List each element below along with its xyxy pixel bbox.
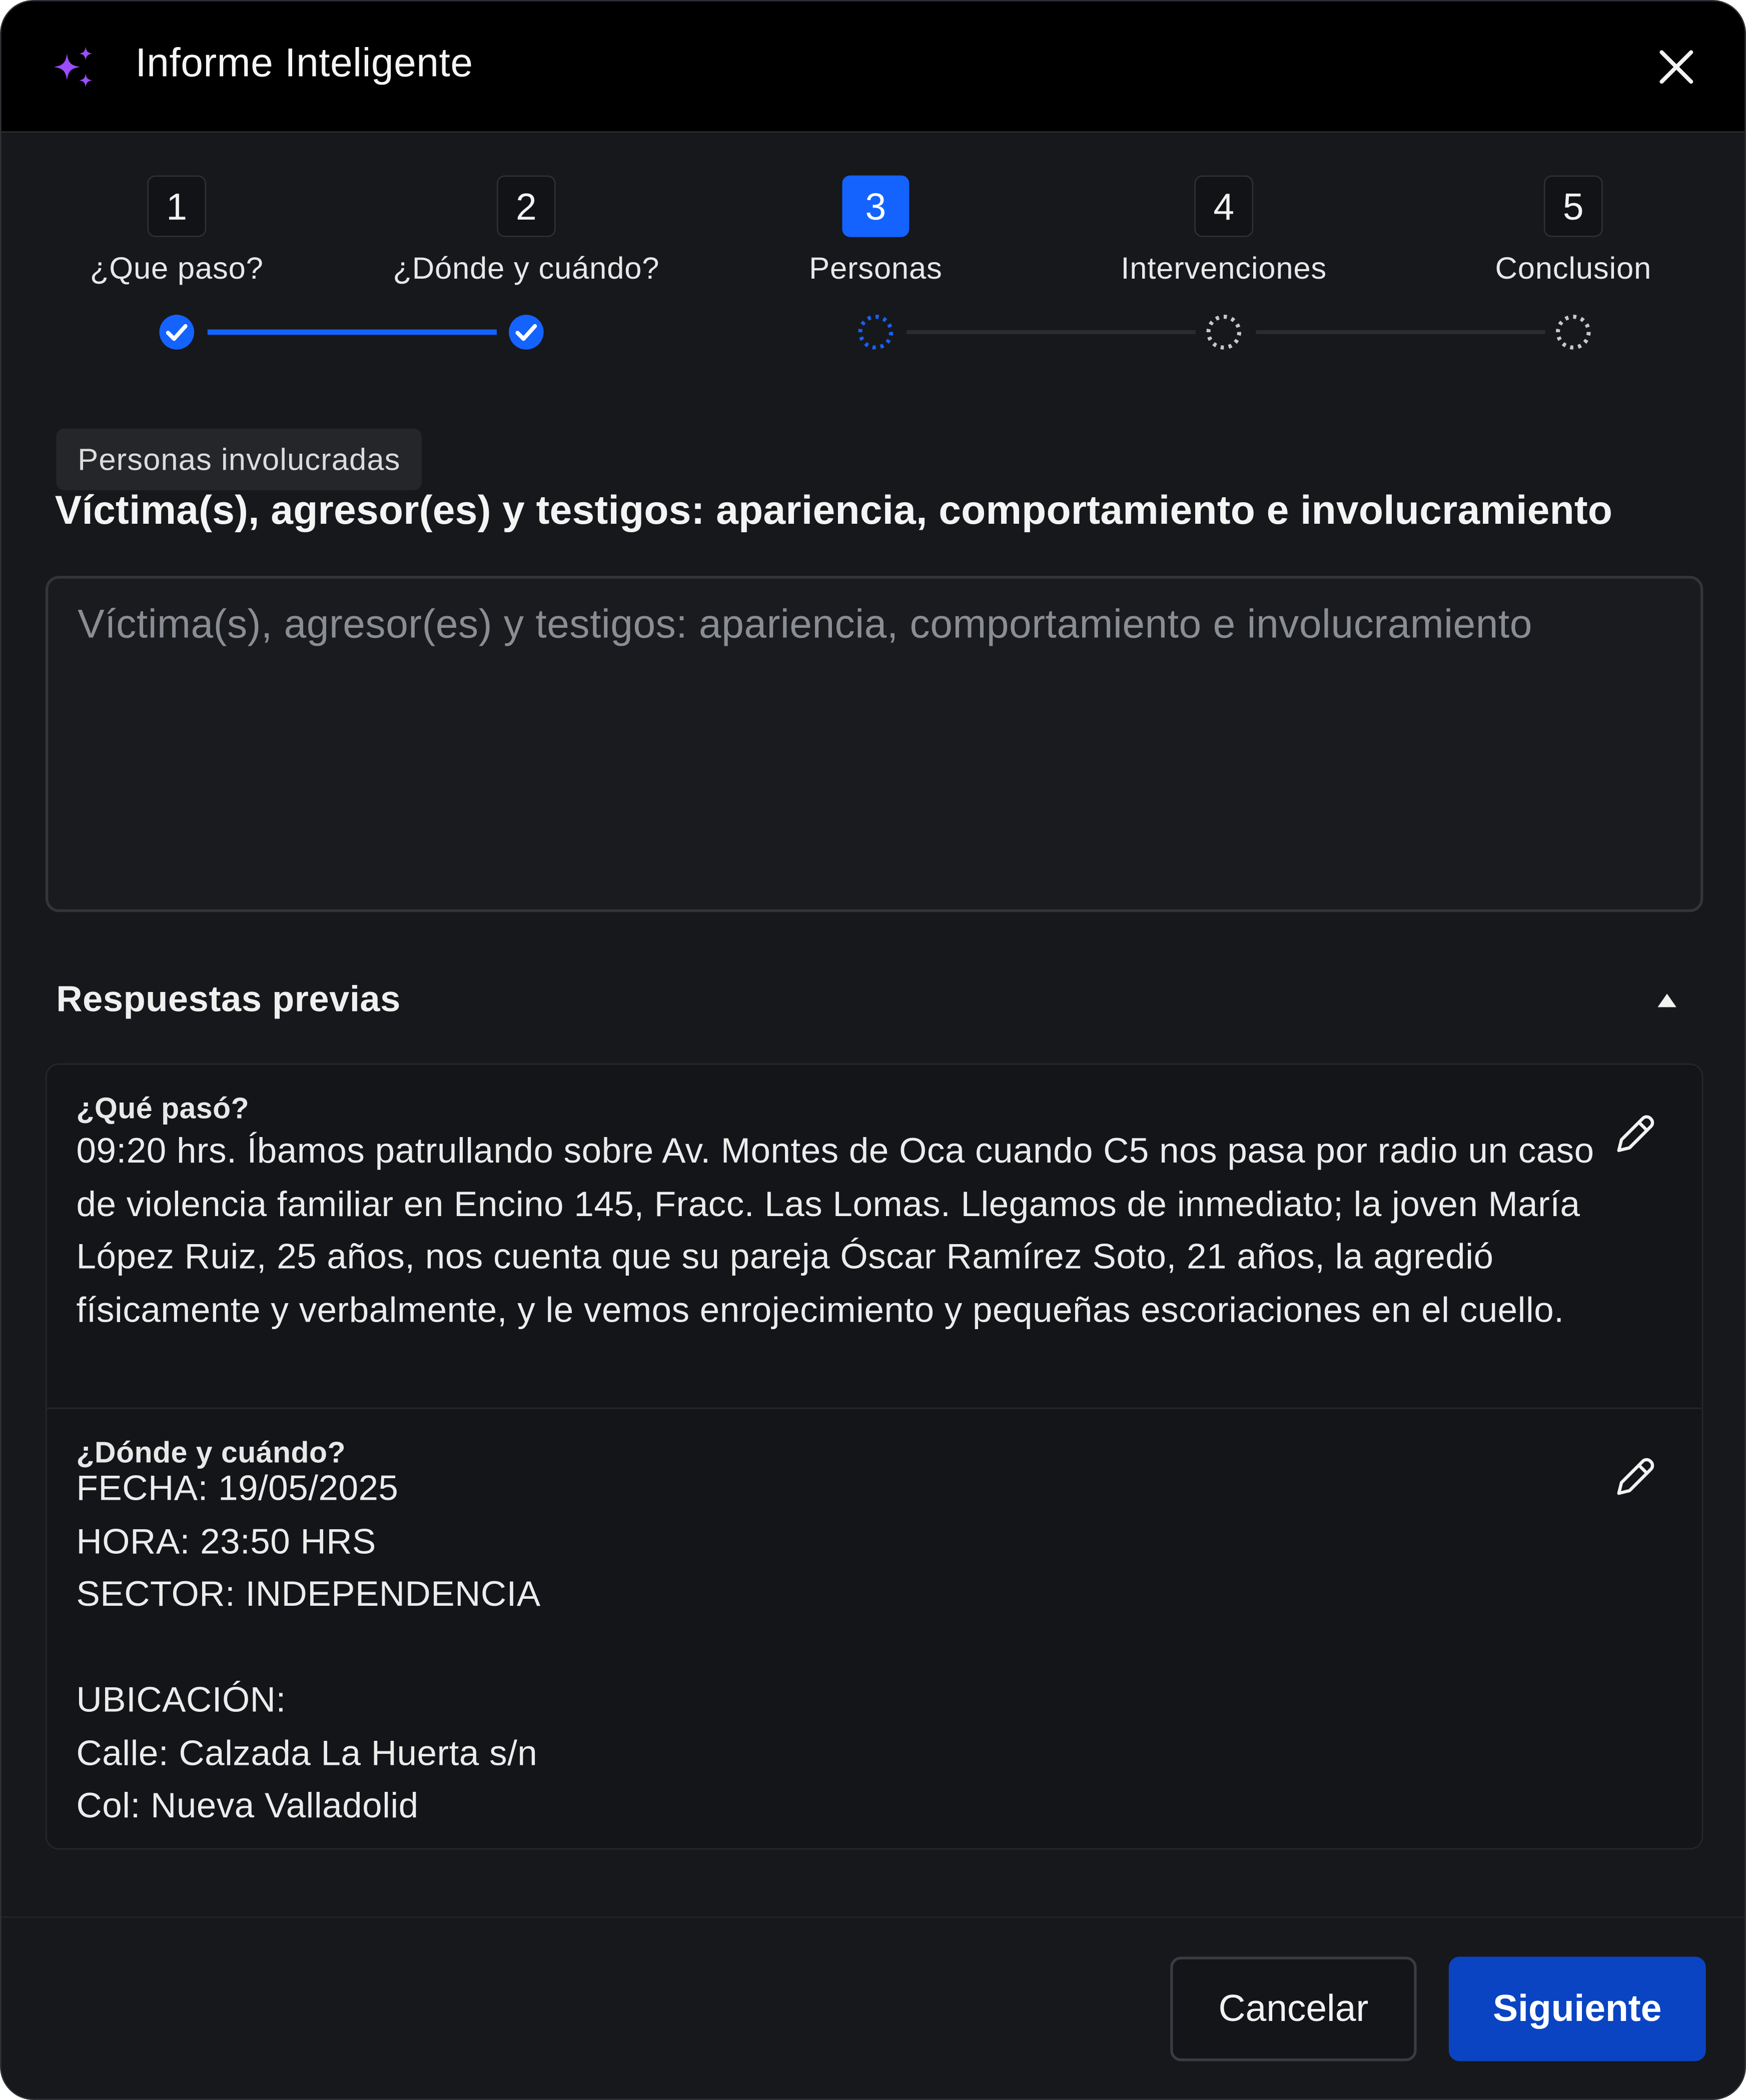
step-4-pending-icon [1208, 317, 1239, 348]
step-label: Intervenciones [1121, 250, 1327, 286]
previous-answer-text: 09:20 hrs. Íbamos patrullando sobre Av. Montes de Oca cuando C5 nos pasa por radio un caso de violencia familiar en Encino 145, Fracc. Las Lomas. Llegamos de inmediato; la joven María López Ruiz, 25 años, nos cuenta que su pareja Óscar Ramírez Soto, 21 años, la agredió físicamente y verbalmente, y le vemos enrojecimiento y pequeñas escoriaciones en el cuello. [76, 1130, 1594, 1330]
close-icon[interactable] [1656, 47, 1696, 87]
step-number: 5 [1544, 176, 1603, 237]
step-2[interactable] [379, 176, 673, 287]
step-label: Conclusion [1495, 250, 1652, 286]
previous-answers-list [46, 1064, 1703, 1850]
previous-answer-item [47, 1408, 1702, 1850]
step-3[interactable] [728, 176, 1023, 287]
sparkle-icon [50, 46, 98, 94]
persons-answer-input[interactable] [46, 576, 1703, 912]
step-1-check-icon [159, 315, 194, 350]
dialog-header [2, 2, 1745, 133]
step-5-pending-icon [1558, 317, 1589, 348]
previous-answer-text: FECHA: 19/05/2025 HORA: 23:50 HRS SECTOR: INDEPENDENCIA UBICACIÓN: Calle: Calzada La Huerta s/n Col: Nueva Valladolid [76, 1468, 541, 1826]
previous-answers-title: Respuestas previas [56, 979, 401, 1019]
smart-report-dialog [2, 2, 1745, 2099]
dialog-title: Informe Inteligente [135, 41, 473, 86]
step-label: Personas [809, 250, 943, 286]
pencil-icon[interactable] [1611, 1110, 1659, 1158]
next-button[interactable]: Siguiente [1449, 1957, 1706, 2061]
pencil-icon[interactable] [1611, 1453, 1659, 1501]
step-number: 3 [842, 176, 909, 237]
step-4[interactable] [1077, 176, 1371, 287]
step-2-check-icon [509, 315, 544, 350]
step-3-progress-icon [860, 317, 892, 348]
caret-up-icon[interactable] [1651, 984, 1683, 1016]
section-tag: Personas involucradas [56, 429, 422, 490]
section-question: Víctima(s), agresor(es) y testigos: apariencia, comportamiento e involucramiento [55, 489, 1613, 533]
previous-answer-title: ¿Qué pasó? [76, 1091, 250, 1125]
step-number: 4 [1194, 176, 1253, 237]
previous-answer-title: ¿Dónde y cuándo? [76, 1436, 346, 1469]
step-5[interactable] [1426, 176, 1720, 287]
previous-answer-item [47, 1065, 1702, 1409]
step-1[interactable] [30, 176, 324, 287]
step-label: ¿Que paso? [90, 250, 264, 286]
footer-divider [2, 1916, 1745, 1918]
step-label: ¿Dónde y cuándo? [393, 250, 660, 286]
step-number: 2 [497, 176, 556, 237]
cancel-button[interactable]: Cancelar [1170, 1957, 1416, 2061]
step-number: 1 [147, 176, 206, 237]
